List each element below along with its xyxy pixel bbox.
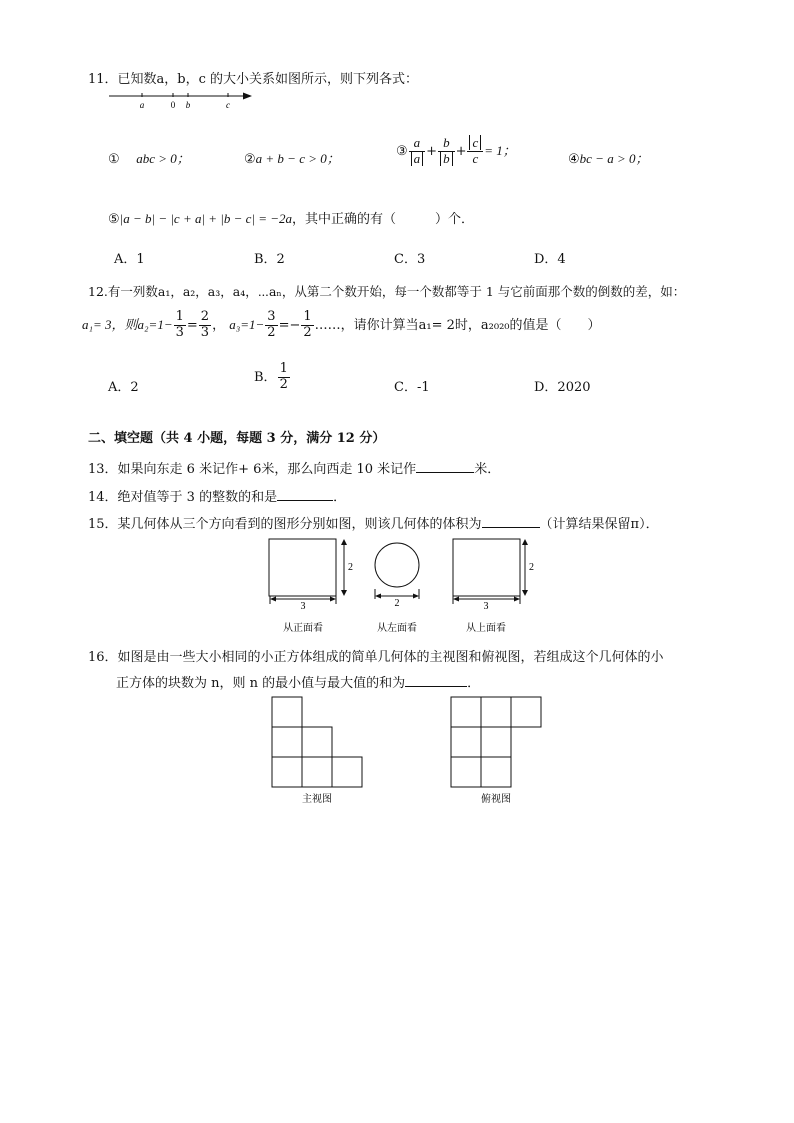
- front-view-width-label: 3: [300, 601, 306, 612]
- q11-option-b[interactable]: B．2: [254, 252, 285, 267]
- q11-statement-1: ① abc > 0；: [108, 151, 190, 167]
- q16-answer-blank[interactable]: [405, 686, 467, 687]
- q11-option-d[interactable]: D．4: [534, 252, 566, 267]
- q16-top-view-grid: [449, 696, 545, 808]
- q12-option-b[interactable]: B． $\frac{1}{2}$: [254, 361, 288, 392]
- q11-stem: 11．已知数a，b，c 的大小关系如图所示，则下列各式：: [88, 72, 419, 87]
- numberline-label-c: c: [226, 100, 230, 110]
- q15-answer-blank[interactable]: [482, 527, 540, 528]
- q14: 14．绝对值等于 3 的整数的和是 ．: [88, 490, 347, 505]
- q11-statement-4: ④bc − a > 0；: [568, 151, 649, 167]
- q12-option-d[interactable]: D．2020: [534, 380, 591, 395]
- top-view-diagram: [453, 539, 534, 634]
- q15: 15．某几何体从三个方向看到的图形分别如图，则该几何体的体积为 （计算结果保留π）．: [88, 517, 659, 532]
- left-view-width-label: 2: [394, 598, 400, 609]
- q13: 13．如果向东走 6 米记作+ 6米，那么向西走 10 米记作 米．: [88, 462, 501, 477]
- front-view-caption-16: 主视图: [302, 794, 332, 805]
- q12-line2: a₁= 3，则a₂=1− $\frac{1}{3}$ = $\frac{2}{3}$ ， a₃=1− $\frac{3}{2}$ =− $\frac{1}{2}$ ……，请你计算当a₁= 2时，a₂₀₂₀的值是（ ）: [82, 309, 601, 340]
- q11-statement-3: ③ $\frac{a}{a}$ + $\frac{b}{b}$ + $\frac{c}{c}$ = 1；: [396, 135, 516, 166]
- q11-option-a[interactable]: A．1: [114, 252, 145, 267]
- top-view-height-label: 2: [529, 562, 534, 573]
- left-view-caption: 从左面看: [377, 623, 417, 634]
- q12-stem: 12.有一列数a₁，a₂，a₃，a₄，⋯aₙ，从第二个数开始，每一个数都等于 1 与它前面那个数的倒数的差，如：: [88, 284, 686, 299]
- numberline-label-zero: 0: [170, 100, 176, 110]
- q16-line1: 16．如图是由一些大小相同的小正方体组成的简单几何体的主视图和俯视图，若组成这个几何体的小: [88, 650, 664, 665]
- q13-answer-blank[interactable]: [416, 472, 474, 473]
- q12-option-a[interactable]: A．2: [108, 380, 139, 395]
- q14-answer-blank[interactable]: [277, 500, 333, 501]
- top-view-caption-16: 俯视图: [481, 794, 511, 805]
- numberline-label-b: b: [185, 100, 191, 110]
- q11-number-line: [104, 88, 254, 112]
- q16-front-view-grid: [270, 696, 366, 808]
- q11-statement-2: ②a + b − c > 0；: [244, 151, 340, 167]
- q11-option-c[interactable]: C．3: [394, 252, 426, 267]
- front-view-height-label: 2: [348, 562, 353, 573]
- q12-option-c[interactable]: C．-1: [394, 380, 430, 395]
- q16-line2: 正方体的块数为 n，则 n 的最小值与最大值的和为 ．: [116, 676, 481, 691]
- left-view-diagram: [375, 543, 419, 634]
- numberline-label-a: a: [139, 100, 145, 110]
- q15-view-figures: [260, 532, 550, 642]
- q11-statement-5: ⑤|a − b| − |c + a| + |b − c| = −2a，其中正确的有（ ）个．: [108, 211, 475, 227]
- section-title: 二、填空题（共 4 小题，每题 3 分，满分 12 分）: [88, 431, 386, 446]
- top-view-caption: 从上面看: [466, 623, 506, 634]
- front-view-diagram: [269, 539, 353, 634]
- top-view-width-label: 3: [483, 601, 489, 612]
- front-view-caption: 从正面看: [283, 623, 323, 634]
